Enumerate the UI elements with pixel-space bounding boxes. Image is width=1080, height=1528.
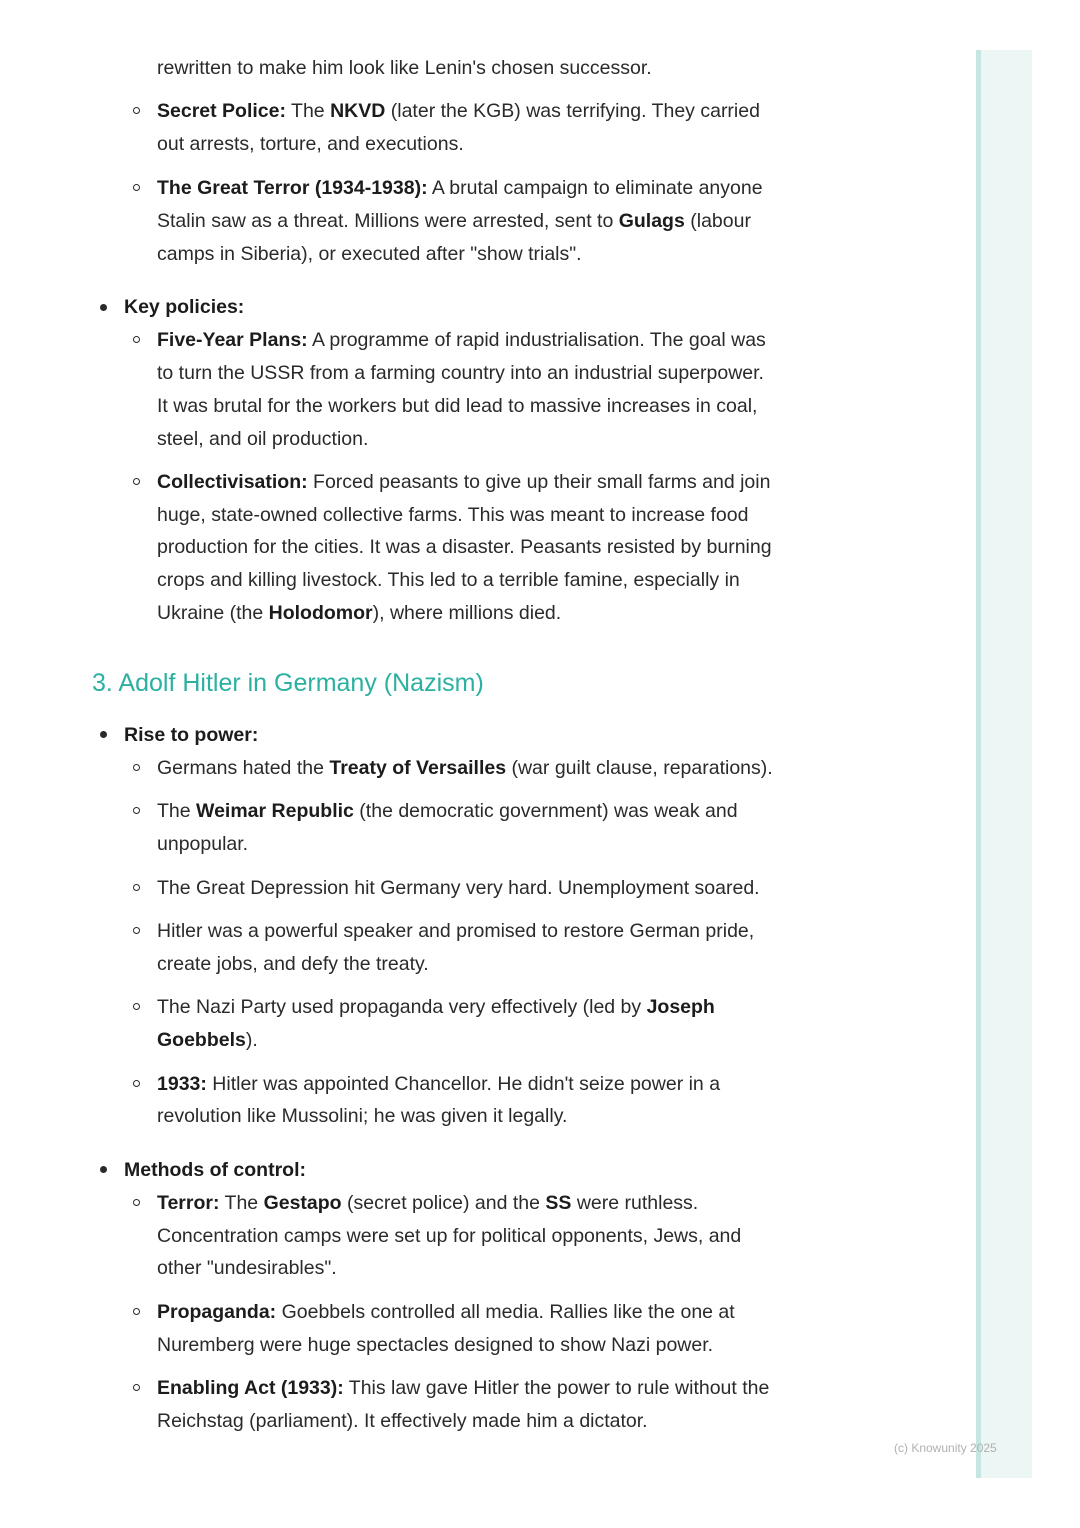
bullet-icon [100,304,107,311]
list-heading-rise-to-power: Rise to power: [124,724,259,746]
text-line: Ukraine (the Holodomor), where millions died. [157,602,562,624]
text-line: steel, and oil production. [157,428,369,450]
sub-bullet-icon [133,107,140,114]
bullet-icon [100,731,107,738]
margin-sidebar [976,50,1032,1478]
list-item-propaganda: Propaganda: Goebbels controlled all media. Rallies like the one at [157,1301,735,1323]
list-item-enabling-act: Enabling Act (1933): This law gave Hitler the power to rule without the [157,1377,770,1399]
list-item-speaker: Hitler was a powerful speaker and promised to restore German pride, [157,920,755,942]
sub-bullet-icon [133,478,140,485]
text-line: Stalin saw as a threat. Millions were arrested, sent to Gulags (labour [157,210,751,232]
text-line: Nuremberg were huge spectacles designed to show Nazi power. [157,1334,714,1356]
bullet-icon [100,1166,107,1173]
text-line: to turn the USSR from a farming country into an industrial superpower. [157,362,764,384]
text-line: out arrests, torture, and executions. [157,133,464,155]
text-line: revolution like Mussolini; he was given it legally. [157,1105,568,1127]
text-line: production for the cities. It was a disaster. Peasants resisted by burning [157,536,772,558]
text-line: It was brutal for the workers but did lead to massive increases in coal, [157,395,758,417]
text-line: rewritten to make him look like Lenin's chosen successor. [157,57,652,79]
sub-bullet-icon [133,336,140,343]
list-item-weimar: The Weimar Republic (the democratic government) was weak and [157,800,738,822]
list-item-versailles: Germans hated the Treaty of Versailles (war guilt clause, reparations). [157,757,773,779]
copyright-footer: (c) Knowunity 2025 [894,1441,997,1455]
sub-bullet-icon [133,1003,140,1010]
sub-bullet-icon [133,1199,140,1206]
text-line: Goebbels). [157,1029,258,1051]
text-line: create jobs, and defy the treaty. [157,953,429,975]
list-item-depression: The Great Depression hit Germany very hard. Unemployment soared. [157,877,760,899]
sub-bullet-icon [133,927,140,934]
text-line: Concentration camps were set up for political opponents, Jews, and [157,1225,742,1247]
text-line: Reichstag (parliament). It effectively made him a dictator. [157,1410,648,1432]
text-line: camps in Siberia), or executed after "show trials". [157,243,582,265]
sub-bullet-icon [133,764,140,771]
list-item-nazi-propaganda: The Nazi Party used propaganda very effectively (led by Joseph [157,996,715,1018]
list-item-secret-police: Secret Police: The NKVD (later the KGB) was terrifying. They carried [157,100,760,122]
text-line: crops and killing livestock. This led to a terrible famine, especially in [157,569,740,591]
sub-bullet-icon [133,807,140,814]
list-item-collectivisation: Collectivisation: Forced peasants to give up their small farms and join [157,471,771,493]
list-item-terror: Terror: The Gestapo (secret police) and the SS were ruthless. [157,1192,699,1214]
text-line: other "undesirables". [157,1257,337,1279]
text-line: huge, state-owned collective farms. This was meant to increase food [157,504,749,526]
text-line: unpopular. [157,833,249,855]
sub-bullet-icon [133,1308,140,1315]
list-item-five-year-plans: Five-Year Plans: A programme of rapid industrialisation. The goal was [157,329,766,351]
list-item-great-terror: The Great Terror (1934-1938): A brutal campaign to eliminate anyone [157,177,763,199]
section-heading: 3. Adolf Hitler in Germany (Nazism) [92,669,484,697]
sub-bullet-icon [133,1384,140,1391]
sub-bullet-icon [133,1080,140,1087]
sub-bullet-icon [133,184,140,191]
sub-bullet-icon [133,884,140,891]
list-heading-key-policies: Key policies: [124,296,245,318]
list-item-1933: 1933: Hitler was appointed Chancellor. He didn't seize power in a [157,1073,721,1095]
list-heading-methods-of-control: Methods of control: [124,1159,306,1181]
